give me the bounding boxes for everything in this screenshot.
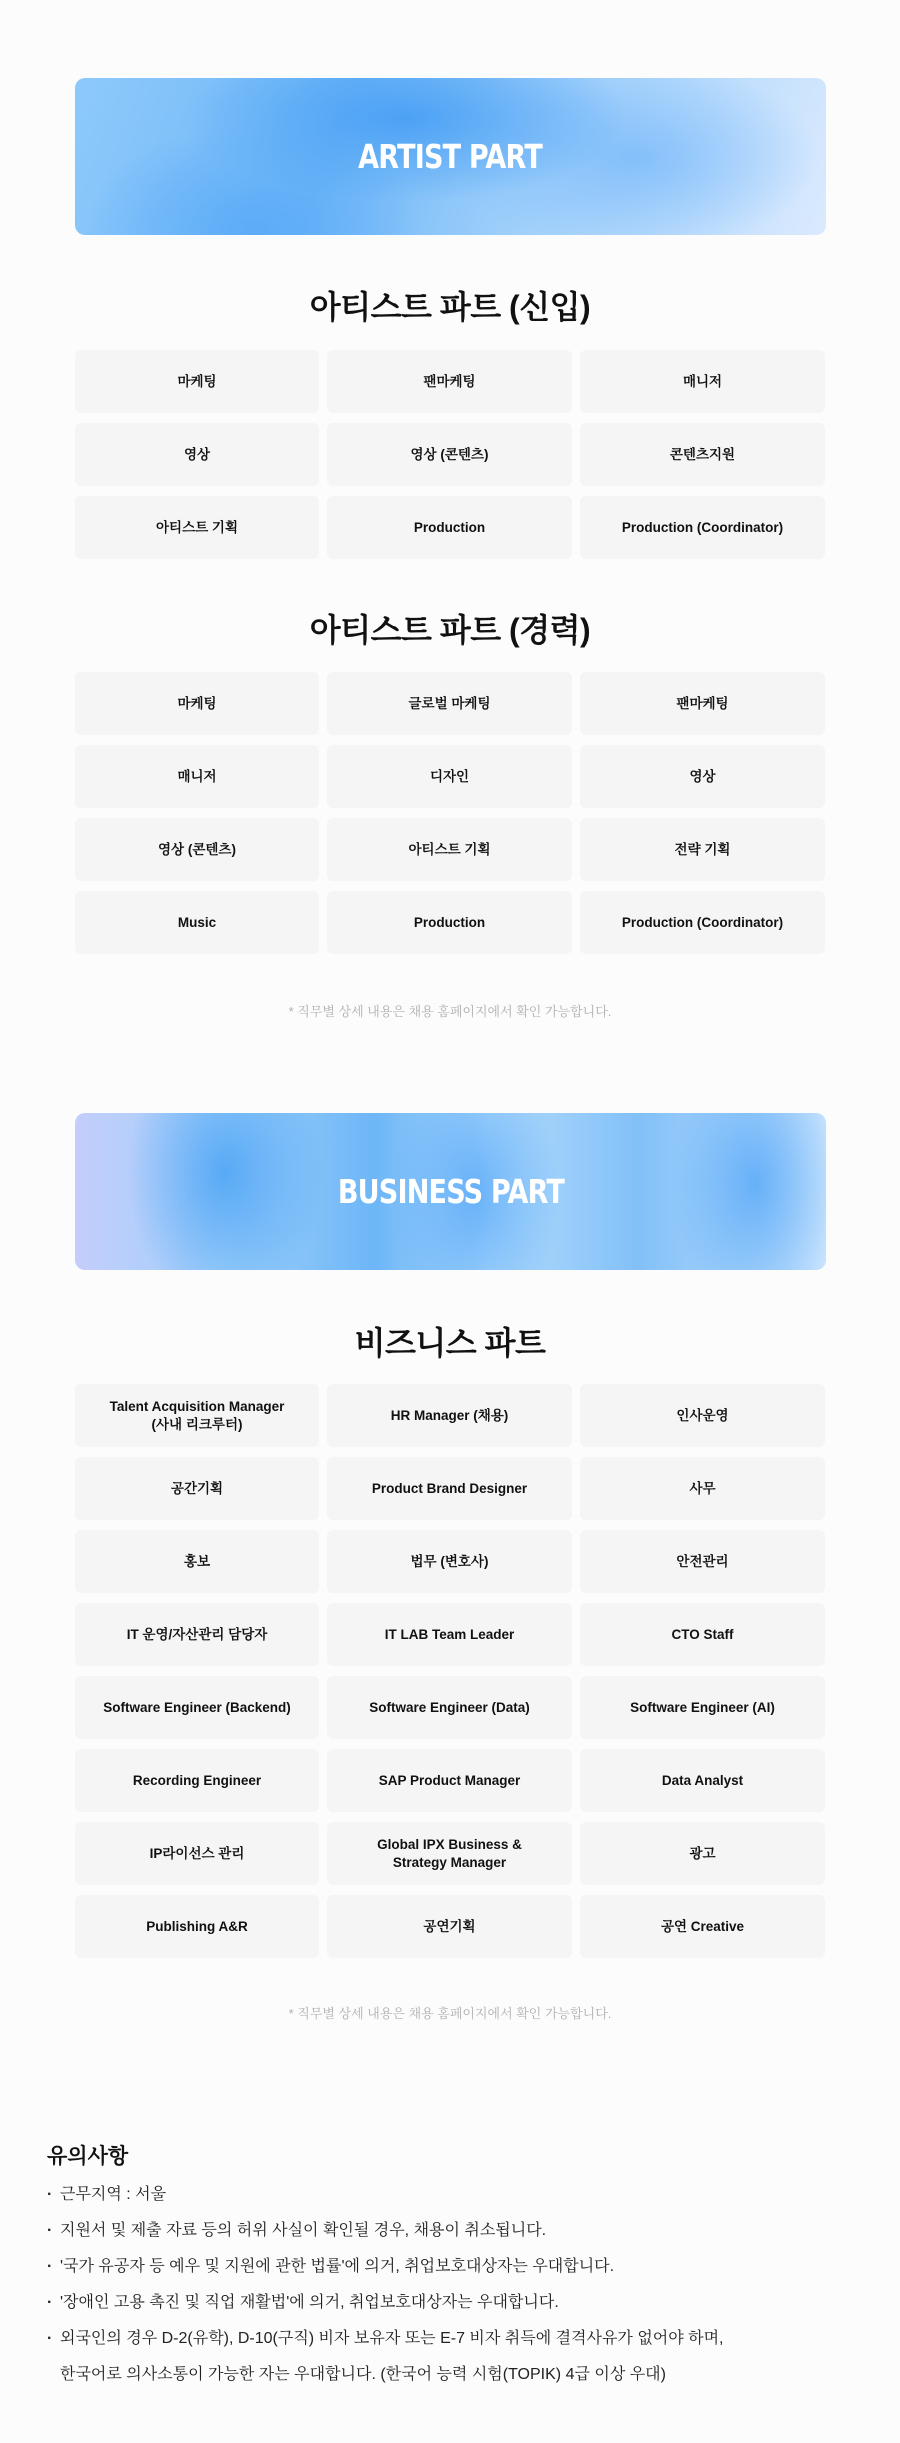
job-card[interactable]: Production xyxy=(327,496,572,559)
artist-new-job-grid xyxy=(75,350,825,559)
business-footnote: * 직무별 상세 내용은 채용 홈페이지에서 확인 가능합니다. xyxy=(288,2006,612,2021)
job-card[interactable]: 팬마케팅 xyxy=(580,672,825,735)
job-card[interactable]: 매니저 xyxy=(580,350,825,413)
job-card[interactable]: Production (Coordinator) xyxy=(580,496,825,559)
job-card[interactable]: 인사운영 xyxy=(580,1384,825,1447)
artist-new-title: 아티스트 파트 (신입) xyxy=(309,289,591,325)
job-card[interactable]: 마케팅 xyxy=(75,672,319,735)
notice-item-continuation: 한국어로 의사소통이 가능한 자는 우대합니다. (한국어 능력 시험(TOPIK) 4급 이상 우대) xyxy=(60,2366,666,2383)
job-card[interactable]: IP라이선스 관리 xyxy=(75,1822,319,1885)
job-card[interactable]: Global IPX Business & Strategy Manager xyxy=(327,1822,572,1885)
notice-item-text: 외국인의 경우 D-2(유학), D-10(구직) 비자 보유자 또는 E-7 비자 취득에 결격사유가 없어야 하며, xyxy=(60,2330,724,2347)
job-card[interactable]: Data Analyst xyxy=(580,1749,825,1812)
job-card[interactable]: 전략 기획 xyxy=(580,818,825,881)
artist-footnote: * 직무별 상세 내용은 채용 홈페이지에서 확인 가능합니다. xyxy=(288,1004,612,1019)
job-card[interactable]: 글로벌 마케팅 xyxy=(327,672,572,735)
job-card[interactable]: 디자인 xyxy=(327,745,572,808)
job-card[interactable]: Production xyxy=(327,891,572,954)
job-card[interactable]: IT LAB Team Leader xyxy=(327,1603,572,1666)
job-card[interactable]: 팬마케팅 xyxy=(327,350,572,413)
job-card[interactable]: CTO Staff xyxy=(580,1603,825,1666)
job-card[interactable]: SAP Product Manager xyxy=(327,1749,572,1812)
job-card[interactable]: 아티스트 기획 xyxy=(327,818,572,881)
job-card[interactable]: Publishing A&R xyxy=(75,1895,319,1958)
job-card[interactable]: 영상 (콘텐츠) xyxy=(327,423,572,486)
job-card[interactable]: Music xyxy=(75,891,319,954)
job-card[interactable]: 매니저 xyxy=(75,745,319,808)
notice-item-text: 근무지역 : 서울 xyxy=(60,2186,167,2203)
job-card[interactable]: 공연 Creative xyxy=(580,1895,825,1958)
business-title: 비즈니스 파트 xyxy=(354,1325,546,1361)
job-card[interactable]: 공간기획 xyxy=(75,1457,319,1520)
notice-title: 유의사항 xyxy=(47,2145,129,2168)
job-card[interactable]: IT 운영/자산관리 담당자 xyxy=(75,1603,319,1666)
job-card[interactable]: 홍보 xyxy=(75,1530,319,1593)
job-card[interactable]: Software Engineer (Data) xyxy=(327,1676,572,1739)
job-card[interactable]: 광고 xyxy=(580,1822,825,1885)
job-card[interactable]: Talent Acquisition Manager (사내 리크루터) xyxy=(75,1384,319,1447)
notice-item xyxy=(47,2220,867,2242)
job-card[interactable]: Recording Engineer xyxy=(75,1749,319,1812)
job-card[interactable]: 영상 (콘텐츠) xyxy=(75,818,319,881)
job-card[interactable]: Software Engineer (Backend) xyxy=(75,1676,319,1739)
artist-exp-job-grid xyxy=(75,672,825,954)
job-card[interactable]: 안전관리 xyxy=(580,1530,825,1593)
job-card[interactable]: 법무 (변호사) xyxy=(327,1530,572,1593)
notice-list xyxy=(47,2184,867,2400)
job-card[interactable]: 사무 xyxy=(580,1457,825,1520)
job-card[interactable]: 마케팅 xyxy=(75,350,319,413)
business-job-grid xyxy=(75,1384,825,1958)
notice-item xyxy=(47,2328,867,2386)
job-card[interactable]: 공연기획 xyxy=(327,1895,572,1958)
notice-item-text: '장애인 고용 촉진 및 직업 재활법'에 의거, 취업보호대상자는 우대합니다. xyxy=(60,2294,559,2311)
job-card[interactable]: Product Brand Designer xyxy=(327,1457,572,1520)
notice-item-text: 지원서 및 제출 자료 등의 허위 사실이 확인될 경우, 채용이 취소됩니다. xyxy=(60,2222,547,2239)
business-part-banner xyxy=(75,1113,826,1270)
artist-part-banner-title: ARTIST PART xyxy=(358,137,543,176)
artist-part-banner xyxy=(75,78,826,235)
job-card[interactable]: Software Engineer (AI) xyxy=(580,1676,825,1739)
notice-item xyxy=(47,2184,867,2206)
notice-item xyxy=(47,2292,867,2314)
notice-item xyxy=(47,2256,867,2278)
job-card[interactable]: 콘텐츠지원 xyxy=(580,423,825,486)
notice-item-text: '국가 유공자 등 예우 및 지원에 관한 법률'에 의거, 취업보호대상자는 우대합니다. xyxy=(60,2258,615,2275)
job-card[interactable]: HR Manager (채용) xyxy=(327,1384,572,1447)
job-card[interactable]: 아티스트 기획 xyxy=(75,496,319,559)
business-part-banner-title: BUSINESS PART xyxy=(337,1172,564,1211)
job-card[interactable]: 영상 xyxy=(580,745,825,808)
artist-exp-title: 아티스트 파트 (경력) xyxy=(309,612,591,648)
job-card[interactable]: Production (Coordinator) xyxy=(580,891,825,954)
job-card[interactable]: 영상 xyxy=(75,423,319,486)
